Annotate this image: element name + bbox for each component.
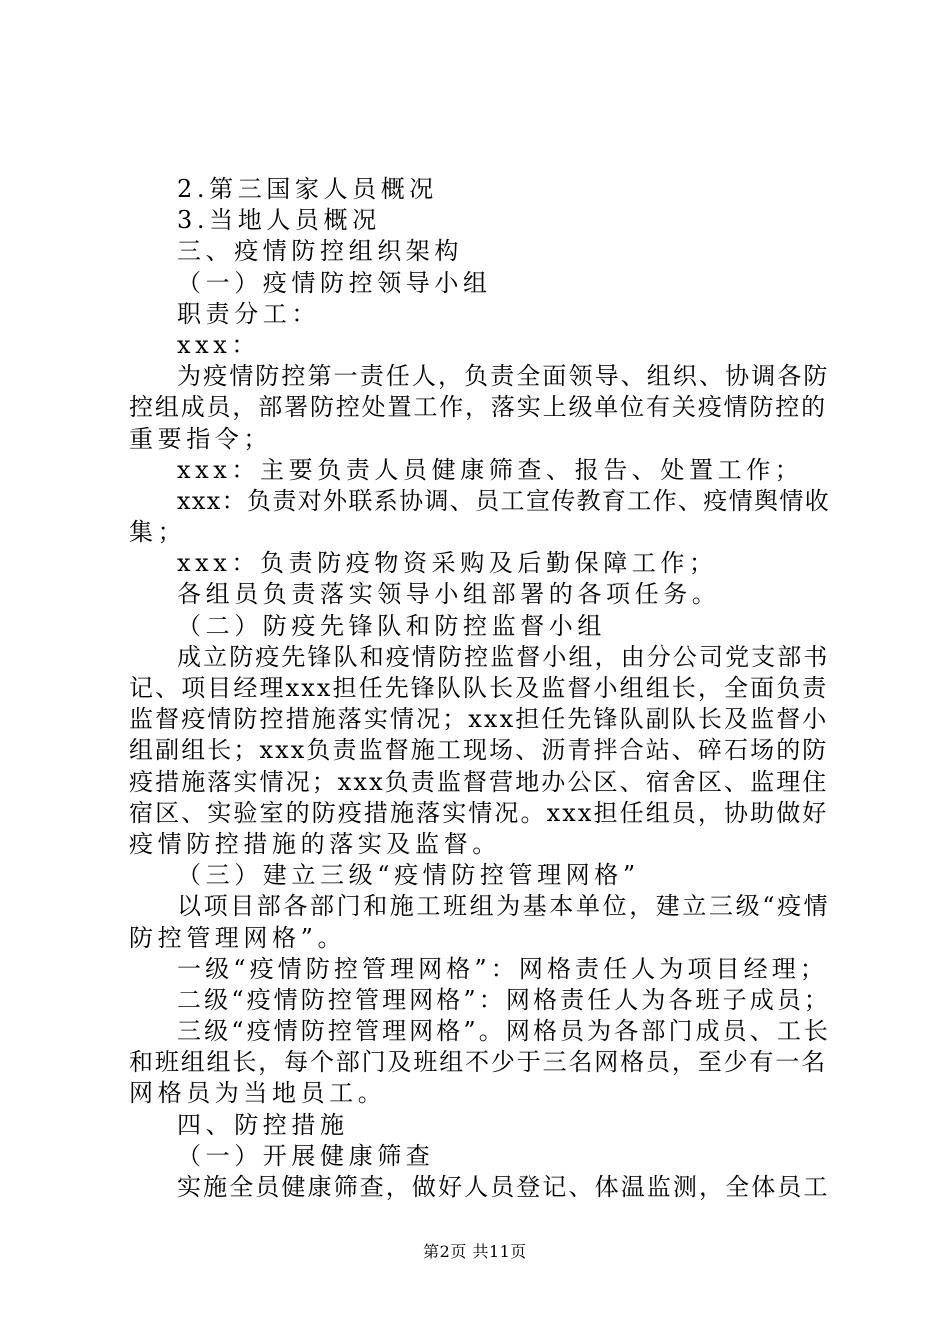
text-line: xxx：负责对外联系协调、员工宣传教育工作、疫情舆情收 bbox=[177, 486, 831, 515]
text-line: 重要指令； bbox=[129, 424, 272, 453]
text-line: 实施全员健康筛查，做好人员登记、体温监测，全体员工 bbox=[177, 1173, 830, 1201]
text-line: 职责分工： bbox=[177, 299, 320, 328]
text-line: 监督疫情防控措施落实情况；xxx担任先锋队副队长及监督小 bbox=[129, 705, 829, 734]
text-line: 记、项目经理xxx担任先锋队队长及监督小组组长，全面负责 bbox=[129, 674, 829, 702]
page-footer: 第2页 共11页 bbox=[423, 1242, 527, 1261]
text-line: 三级“疫情防控管理网格”。网格员为各部门成员、工长 bbox=[177, 1017, 832, 1046]
text-line: 2.第三国家人员概况 bbox=[177, 175, 438, 203]
text-line: 为疫情防控第一责任人，负责全面领导、组织、协调各防 bbox=[177, 362, 830, 391]
text-line: 疫措施落实情况；xxx负责监督营地办公区、宿舍区、监理住 bbox=[129, 767, 829, 796]
text-line: 3.当地人员概况 bbox=[177, 206, 381, 235]
text-line: （二）防疫先锋队和防控监督小组 bbox=[177, 611, 606, 640]
text-line: （一）开展健康筛查 bbox=[177, 1141, 435, 1170]
text-line: 防控管理网格”。 bbox=[129, 923, 347, 952]
text-line: 各组员负责落实领导小组部署的各项任务。 bbox=[177, 580, 721, 609]
text-line: xxx： bbox=[177, 330, 261, 359]
text-line: （一）疫情防控领导小组 bbox=[177, 268, 492, 297]
document-body bbox=[129, 174, 833, 1203]
text-line: xxx：主要负责人员健康筛查、报告、处置工作； bbox=[177, 455, 804, 484]
text-line: 控组成员，部署防控处置工作，落实上级单位有关疫情防控的 bbox=[129, 393, 827, 422]
text-line: 网格员为当地员工。 bbox=[129, 1079, 387, 1108]
text-line: 疫情防控措施的落实及监督。 bbox=[129, 829, 501, 858]
text-line: （三）建立三级“疫情防控管理网格” bbox=[177, 861, 640, 890]
text-line: 组副组长；xxx负责监督施工现场、沥青拌合站、碎石场的防 bbox=[129, 736, 829, 765]
text-line: 一级“疫情防控管理网格”：网格责任人为项目经理； bbox=[177, 954, 828, 983]
text-line: 四、防控措施 bbox=[177, 1110, 349, 1139]
text-line: 成立防疫先锋队和疫情防控监督小组，由分公司党支部书 bbox=[177, 642, 830, 671]
text-line: 二级“疫情防控管理网格”：网格责任人为各班子成员； bbox=[177, 985, 832, 1014]
text-line: 集； bbox=[129, 518, 187, 547]
text-line: 以项目部各部门和施工班组为基本单位，建立三级“疫情 bbox=[177, 892, 831, 921]
text-line: 和班组组长，每个部门及班组不少于三名网格员，至少有一名 bbox=[129, 1048, 827, 1077]
text-line: 宿区、实验室的防疫措施落实情况。xxx担任组员，协助做好 bbox=[129, 798, 829, 827]
text-line: 三、疫情防控组织架构 bbox=[177, 237, 463, 266]
text-line: xxx：负责防疫物资采购及后勤保障工作； bbox=[177, 549, 718, 578]
